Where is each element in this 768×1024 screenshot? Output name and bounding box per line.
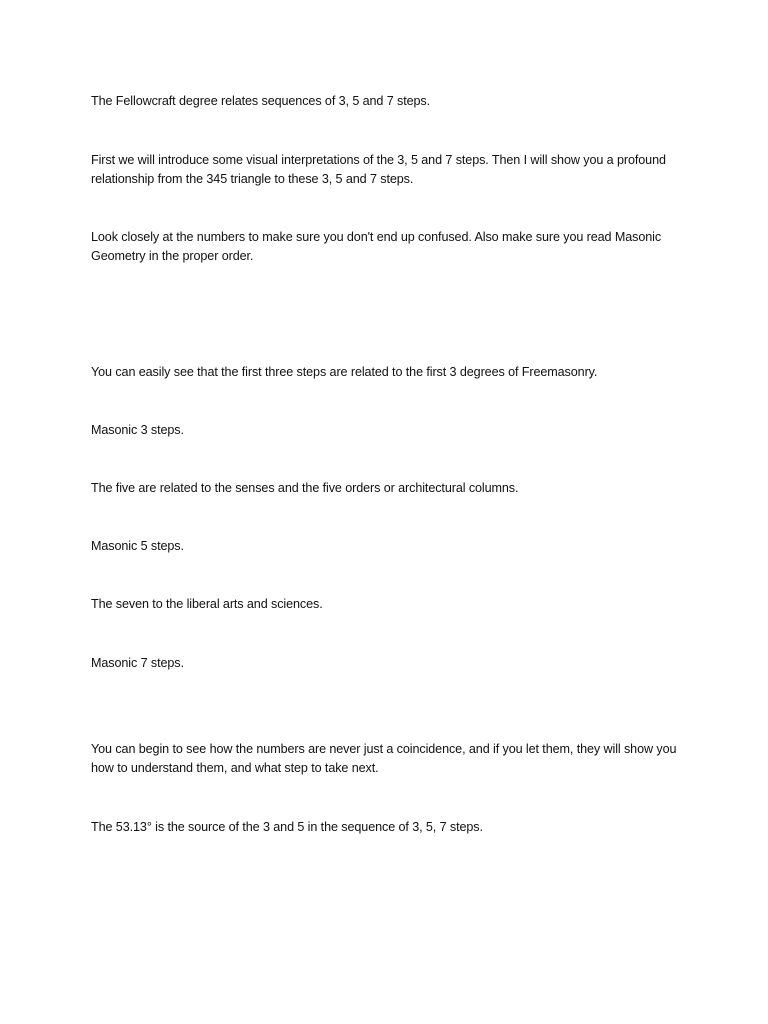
- paragraph-look-closely: Look closely at the numbers to make sure you don't end up confused. Also make sure you read Masonic Geometry in the proper order.: [91, 230, 662, 263]
- caption-masonic-7-steps: Masonic 7 steps.: [91, 656, 184, 670]
- caption-masonic-3-steps: Masonic 3 steps.: [91, 423, 184, 437]
- paragraph-seven-liberal-arts: The seven to the liberal arts and sciences.: [91, 597, 323, 611]
- paragraph-first-three-steps: You can easily see that the first three steps are related to the first 3 degrees of Freemasonry.: [91, 365, 598, 379]
- paragraph-visual-interpretations: First we will introduce some visual interpretations of the 3, 5 and 7 steps. Then I will show you a profound relationship from the 345 triangle to these 3, 5 and 7 steps.: [91, 153, 666, 186]
- paragraph-never-coincidence: You can begin to see how the numbers are never just a coincidence, and if you let them, they will show you how to understand them, and what step to take next.: [91, 742, 677, 775]
- paragraph-53-degrees: The 53.13° is the source of the 3 and 5 in the sequence of 3, 5, 7 steps.: [91, 820, 483, 834]
- paragraph-intro: The Fellowcraft degree relates sequences of 3, 5 and 7 steps.: [91, 94, 431, 108]
- caption-masonic-5-steps: Masonic 5 steps.: [91, 539, 184, 553]
- paragraph-five-senses: The five are related to the senses and the five orders or architectural columns.: [91, 481, 519, 495]
